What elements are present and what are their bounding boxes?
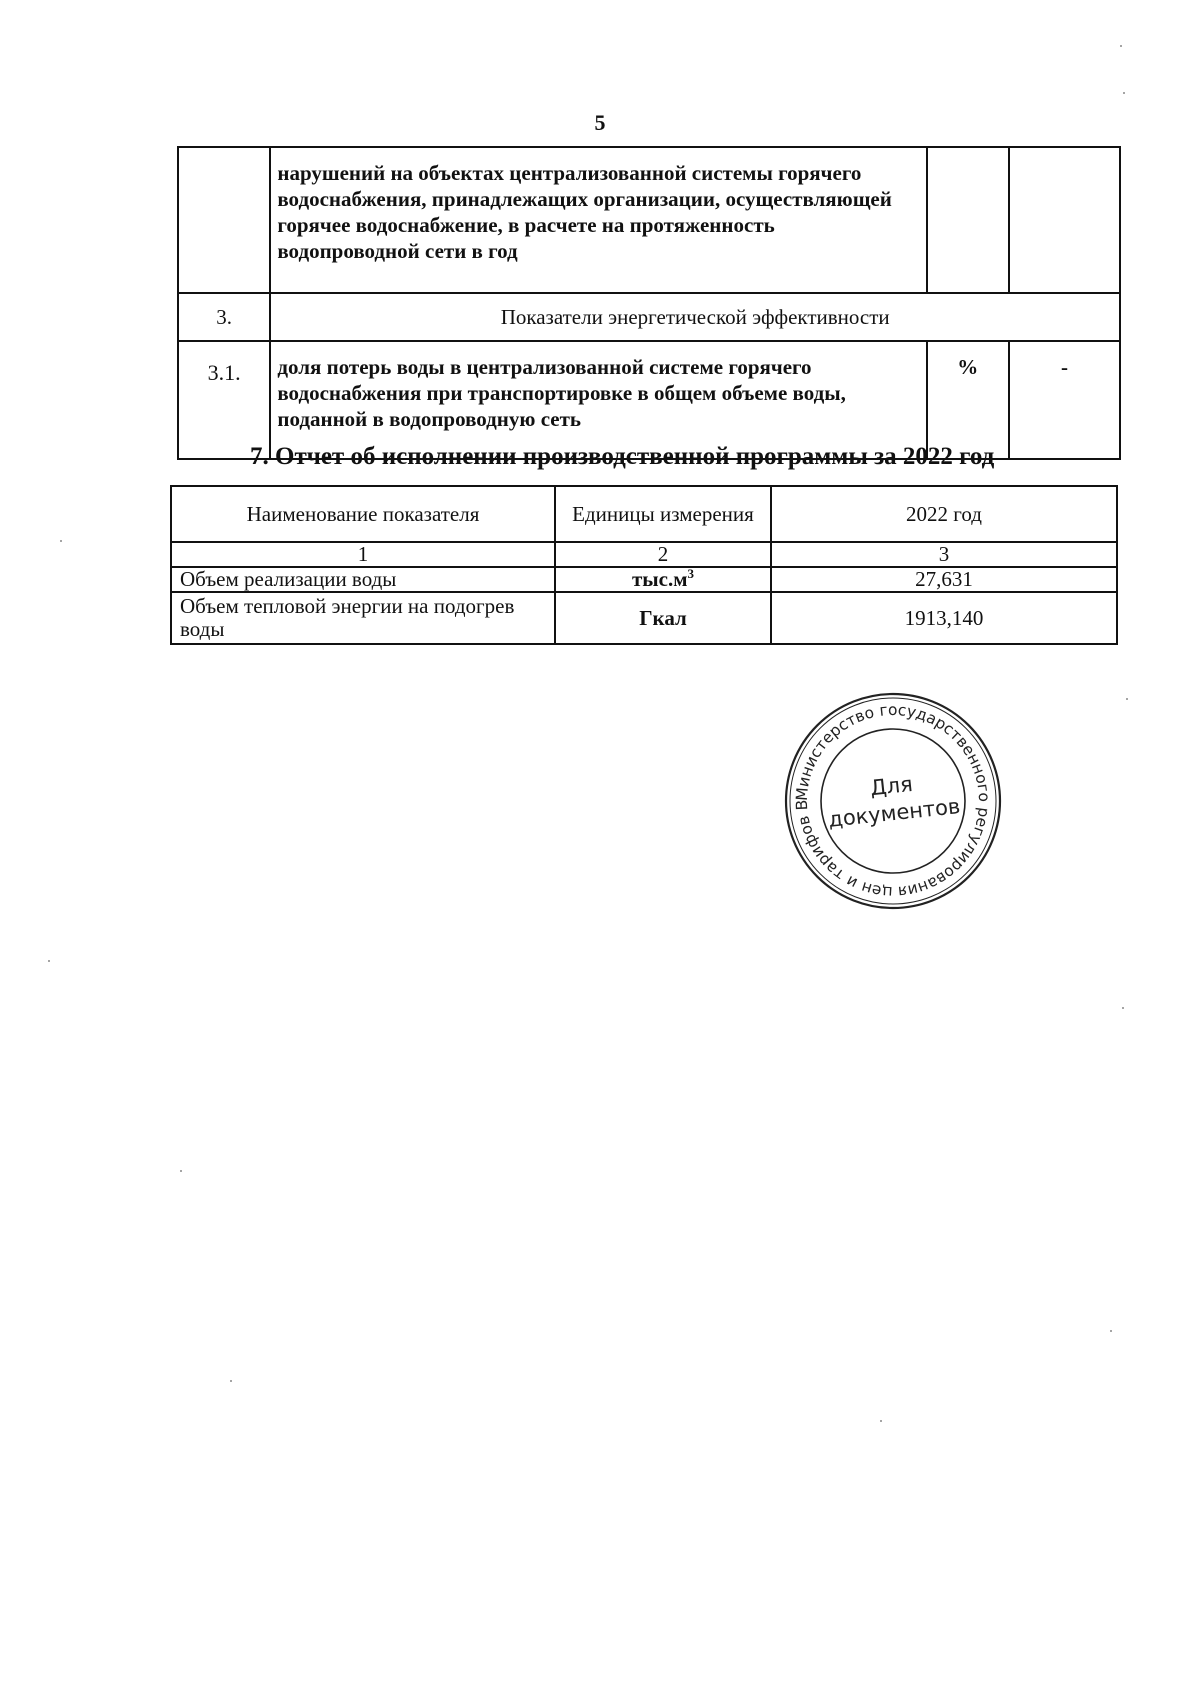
- header-units: Единицы измерения: [555, 486, 771, 542]
- scan-speck: [180, 1170, 182, 1172]
- indicator-unit: [927, 147, 1009, 293]
- indicator-unit: %: [927, 341, 1009, 459]
- scan-speck: [880, 1420, 882, 1422]
- official-stamp: [782, 690, 1004, 912]
- indicator-value: -: [1009, 341, 1120, 459]
- indicator-description: доля потерь воды в централизованной системе горячего водоснабжения при транспортировке в общем объеме воды, поданной в водопроводную сеть: [270, 341, 926, 459]
- indicator-unit: [555, 567, 771, 592]
- header-indicator-name: Наименование показателя: [171, 486, 555, 542]
- section-title: 7. Отчет об исполнении производственной программы за 2022 год: [250, 443, 995, 470]
- scan-speck: [230, 1380, 232, 1382]
- header-year: 2022 год: [771, 486, 1117, 542]
- indicator-value: [1009, 147, 1120, 293]
- table-row: [178, 147, 1120, 293]
- indicator-value: 27,631: [771, 567, 1117, 592]
- indicator-name: Объем реализации воды: [171, 567, 555, 592]
- stamp-center-line: Для: [869, 771, 914, 801]
- report-table: [170, 485, 1118, 645]
- table-row: [171, 567, 1117, 592]
- stamp-seal-icon: [782, 690, 1004, 912]
- indicator-value: 1913,140: [771, 592, 1117, 644]
- table-header-row: [171, 486, 1117, 542]
- indicator-name: Объем тепловой энергии на подогрев воды: [171, 592, 555, 644]
- section-header-row: [178, 293, 1120, 341]
- scan-speck: [48, 960, 50, 962]
- column-number: 2: [555, 542, 771, 567]
- section-number: 3.: [178, 293, 270, 341]
- scan-speck: [60, 540, 62, 542]
- row-number: [178, 147, 270, 293]
- scan-speck: [1120, 45, 1122, 47]
- indicator-unit: Гкал: [555, 592, 771, 644]
- section-header-title: Показатели энергетической эффективности: [270, 293, 1120, 341]
- stamp-ring-text: Министерство государственного регулирования цен и тарифов В: [792, 700, 994, 902]
- unit-text: тыс.м: [631, 567, 688, 591]
- indicators-table: [177, 146, 1121, 460]
- scan-speck: [1122, 1007, 1124, 1009]
- scan-speck: [1123, 92, 1125, 94]
- scan-speck: [1126, 698, 1128, 700]
- row-number: 3.1.: [178, 341, 270, 459]
- indicator-description: нарушений на объектах централизованной системы горячего водоснабжения, принадлежащих организации, осуществляющей горячее водоснабжение, в расчете на протяженность водопроводной сети в год: [270, 147, 926, 293]
- column-number-row: [171, 542, 1117, 567]
- page-number: 5: [594, 110, 606, 135]
- scan-speck: [1110, 1330, 1112, 1332]
- stamp-center-line: документов: [827, 794, 962, 832]
- table-row: [171, 592, 1117, 644]
- column-number: 3: [771, 542, 1117, 567]
- column-number: 1: [171, 542, 555, 567]
- table-row: [178, 341, 1120, 459]
- unit-superscript: 3: [687, 566, 695, 581]
